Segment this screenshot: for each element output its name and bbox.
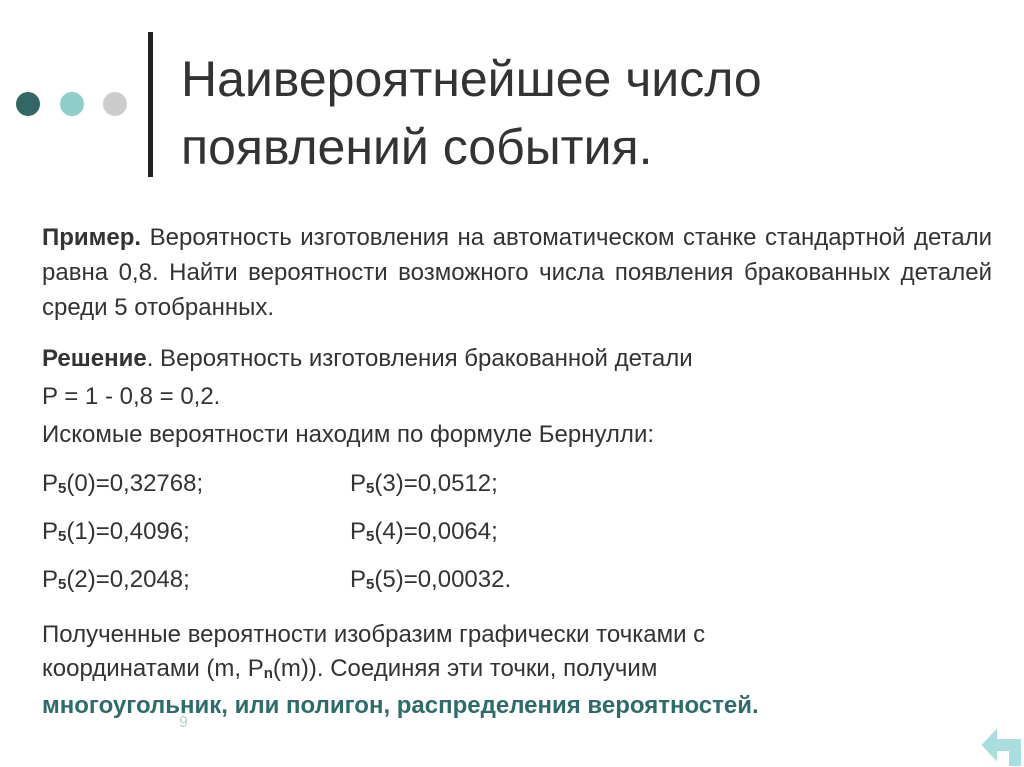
decoration-dot-gray — [103, 92, 127, 116]
conclusion-highlight: многоугольник, или полигон, распределения вероятностей. — [42, 692, 759, 719]
formula-p5-5: P5(5)=0,00032. — [350, 566, 512, 593]
example-text: Вероятность изготовления на автоматическом станке стандартной детали равна 0,8. Найти вероятности возможного числа появления бракованных деталей среди 5 отобранных. — [42, 224, 993, 321]
return-arrow-icon[interactable] — [978, 718, 1024, 767]
bernoulli-results — [42, 464, 650, 608]
example-paragraph — [42, 220, 992, 325]
slide-title-line1: Наивероятнейшее число — [181, 51, 762, 107]
formula-p5-0: P5(0)=0,32768; — [42, 470, 204, 497]
formula-row — [42, 560, 650, 608]
conclusion-line2: координатами (m, Pn(m)). Соединяя эти точки, получим — [42, 655, 658, 682]
formula-p5-1: P5(1)=0,4096; — [42, 518, 190, 545]
formula-row — [42, 464, 650, 512]
solution-paragraph — [42, 340, 992, 454]
return-arrow-shape — [980, 726, 1022, 767]
formula-p5-2: P5(2)=0,2048; — [42, 566, 190, 593]
solution-text: . Вероятность изготовления бракованной детали — [146, 345, 693, 372]
formula-p5-4: P5(4)=0,0064; — [350, 518, 498, 545]
solution-line3: Искомые вероятности находим по формуле Бернулли: — [42, 421, 655, 448]
page-number: 9 — [179, 714, 188, 731]
slide-title — [181, 45, 762, 181]
decoration-dot-dark — [16, 92, 40, 116]
slide-title-line2: появлений события. — [181, 119, 653, 175]
solution-line1 — [42, 340, 992, 378]
formula-row — [42, 512, 650, 560]
formula-p5-3: P5(3)=0,0512; — [350, 470, 498, 497]
title-divider-bar — [148, 32, 153, 177]
conclusion-paragraph — [42, 618, 992, 723]
solution-label: Решение — [42, 345, 147, 372]
solution-line2: P = 1 - 0,8 = 0,2. — [42, 383, 221, 410]
conclusion-line1: Полученные вероятности изобразим графически точками с — [42, 621, 706, 648]
decoration-dot-teal — [60, 92, 84, 116]
example-label: Пример. — [42, 224, 142, 251]
